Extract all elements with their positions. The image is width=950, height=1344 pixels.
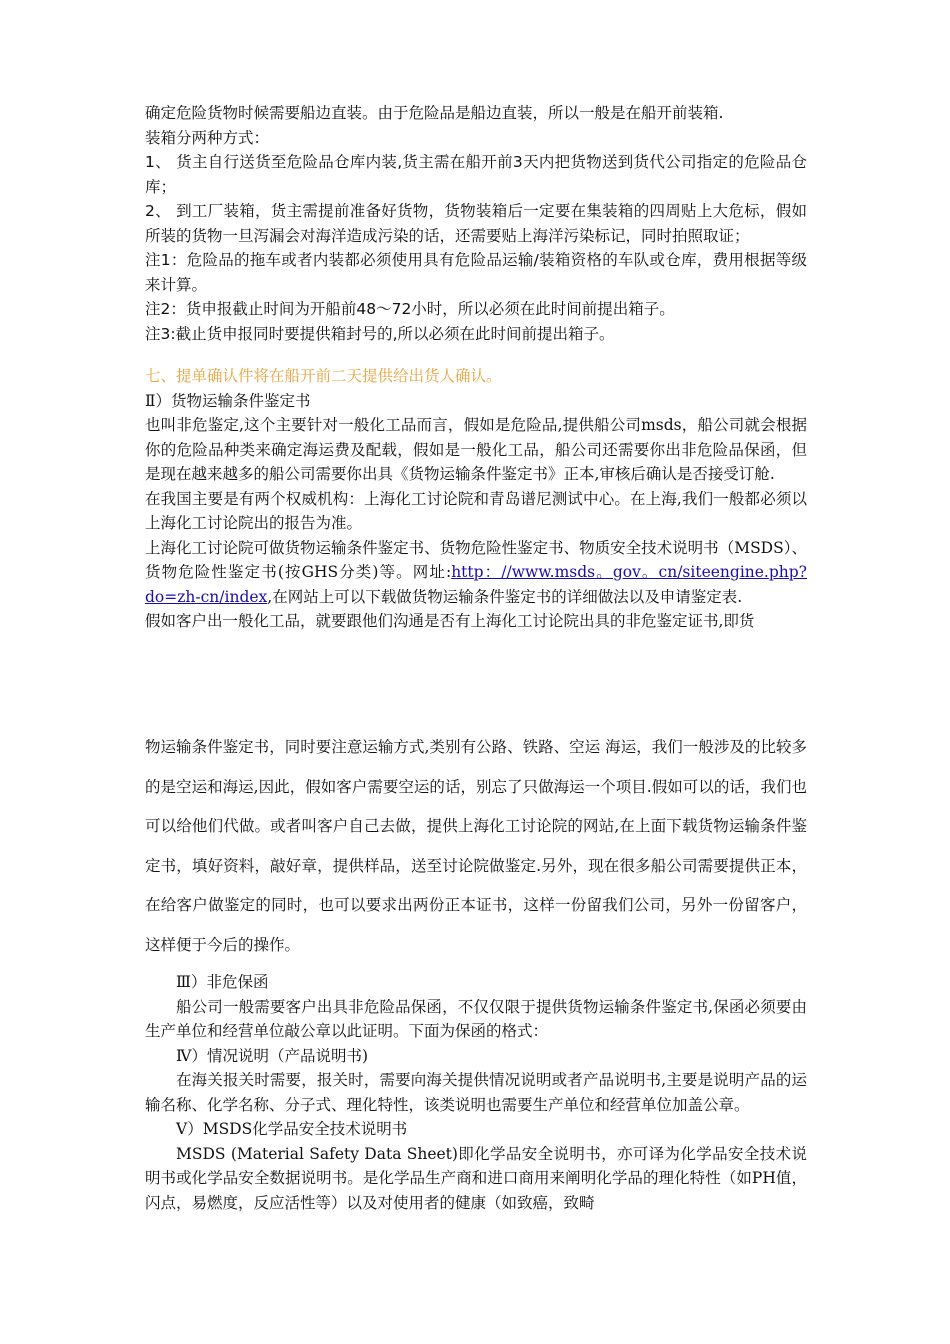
section-iii-heading: Ⅲ）非危保函 (176, 973, 269, 991)
section-iv-heading: Ⅳ）情况说明（产品说明书) (176, 1046, 369, 1065)
institute-text-after: ,在网站上可以下载做货物运输条件鉴定书的详细做法以及申请鉴定表. (267, 587, 743, 606)
section-v-heading: Ⅴ）MSDS化学品安全技术说明书 (176, 1120, 408, 1138)
para-note-1: 注1：危险品的拖车或者内装都必须使用具有危险品运输/装箱资格的车队或仓库，费用根据等级来计算。 (145, 251, 807, 294)
section-ii-heading: Ⅱ）货物运输条件鉴定书 (145, 391, 311, 410)
para-method-2: 2、 到工厂装箱，货主需提前准备好货物，货物装箱后一定要在集装箱的四周贴上大危标，假如所装的货物一旦泻漏会对海洋造成污染的话，还需要贴上海洋污染标记，同时拍照取证； (145, 202, 807, 245)
para-shanghai-institute (145, 536, 807, 610)
para-authorities: 在我国主要是有两个权威机构：上海化工讨论院和青岛谱尼测试中心。在上海,我们一般都必须以上海化工讨论院出的报告为准。 (145, 489, 807, 532)
para-note-3: 注3:截止货申报同时要提供箱封号的,所以必须在此时间前提出箱子。 (145, 324, 615, 343)
para-customer-general-cont: 物运输条件鉴定书，同时要注意运输方式,类别有公路、铁路、空运 海运，我们一般涉及的比较多的是空运和海运,因此，假如客户需要空运的话，别忘了只做海运一个项目.假如可以的话，我们也可以给他们代做。或者叫客户自己去做，提供上海化工讨论院的网站,在上面下载货物运输条件鉴定书，填好资料，敲好章，提供样品，送至讨论院做鉴定.另外，现在很多船公司需要提供正本，在给客户做鉴定的同时，也可以要求出两份正本证书，这样一份留我们公司，另外一份留客户，这样便于今后的操作。 (145, 738, 807, 954)
institute-website-link[interactable]: http：//www.msds。gov。cn/siteengine.php?do=zh-cn/index (145, 563, 807, 606)
para-packing-methods: 装箱分两种方式： (145, 128, 270, 147)
institute-text-before: 上海化工讨论院可做货物运输条件鉴定书、货物危险性鉴定书、物质安全技术说明书（MSDS）、货物危险性鉴定书(按GHS分类)等。网址: (145, 538, 807, 581)
para-method-1: 1、 货主自行送货至危险品仓库内装,货主需在船开前3天内把货物送到货代公司指定的危险品仓库； (145, 153, 807, 196)
block-bottom (145, 970, 807, 1215)
block-wide (145, 728, 807, 966)
para-note-2: 注2：货申报截止时间为开船前48～72小时，所以必须在此时间前提出箱子。 (145, 300, 675, 318)
para-non-dangerous: 也叫非危鉴定,这个主要针对一般化工品而言，假如是危险品,提供船公司msds，船公司就会根据你的危险品种类来确定海运费及配载，假如是一般化工品，船公司还需要你出非危险品保函，但是现在越来越多的船公司需要你出具《货物运输条件鉴定书》正本,审核后确认是否接受订舱. (145, 416, 807, 483)
para-customs: 在海关报关时需要，报关时，需要向海关提供情况说明或者产品说明书,主要是说明产品的运输名称、化学名称、分子式、理化特性，该类说明也需要生产单位和经营单位加盖公章。 (145, 1071, 807, 1114)
para-msds: MSDS (Material Safety Data Sheet)即化学品安全说明书，亦可译为化学品安全技术说明书或化学品安全数据说明书。是化学品生产商和进口商用来阐明化学品的理化特性（如PH值，闪点，易燃度，反应活性等）以及对使用者的健康（如致癌，致畸 (145, 1144, 807, 1212)
block-top (145, 101, 807, 634)
para-guarantee: 船公司一般需要客户出具非危险品保函，不仅仅限于提供货物运输条件鉴定书,保函必须要由生产单位和经营单位敲公章以此证明。下面为保函的格式： (145, 997, 807, 1040)
section-7-heading: 七、提单确认件将在船开前二天提供给出货人确认。 (145, 367, 502, 385)
para-intro: 确定危险货物时候需要船边直装。由于危险品是船边直装，所以一般是在船开前装箱. (145, 104, 724, 122)
para-customer-general: 假如客户出一般化工品，就要跟他们沟通是否有上海化工讨论院出具的非危鉴定证书,即货 (145, 612, 755, 630)
